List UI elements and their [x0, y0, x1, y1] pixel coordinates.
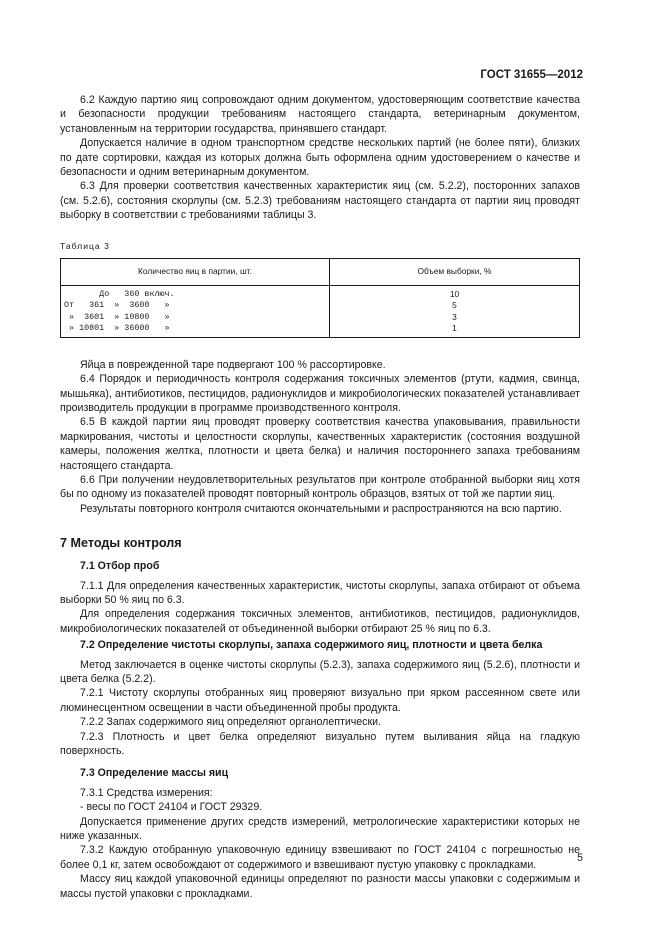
paragraph-6-6: 6.6 При получении неудовлетворительных результатов при контроле отобранной выборки яиц хотя бы по одному из показателей проводят повторный контроль образцов, взятых от той же партии яиц.: [60, 473, 580, 501]
table-row-value: 10: [449, 289, 460, 300]
table-row-value: 5: [452, 300, 457, 311]
table-caption: Таблица 3: [60, 240, 110, 251]
document-header: ГОСТ 31655—2012: [480, 69, 583, 81]
paragraph-7-2-1: 7.2.1 Чистоту скорлупы отобранных яиц проверяют визуально при ярком рассеянном свете или люминесцентном освещении в части объединенной пробы продукта.: [60, 687, 580, 714]
paragraph: Допускается наличие в одном транспортном средстве нескольких партий (не более пяти), близких по дате сортировки, каждая из которых должна быть оформлена одним удостоверением о качестве и безопасности и одним ветеринарным документом.: [60, 137, 580, 179]
paragraph-7-2-2: 7.2.2 Запах содержимого яиц определяют органолептически.: [80, 716, 381, 729]
section-7-title: 7 Методы контроля: [60, 536, 182, 551]
subsection-7-1-title: 7.1 Отбор проб: [80, 560, 160, 573]
paragraph: Массу яиц каждой упаковочной единицы определяют по разности массы упаковки с содержимым и массы пустой упаковки с прокладками.: [60, 873, 580, 900]
paragraph-7-3-1: 7.3.1 Средства измерения:: [80, 786, 213, 799]
table-cell-volumes: [330, 286, 580, 338]
table-header-sample-volume: Объем выборки, %: [330, 259, 580, 286]
paragraph: Метод заключается в оценке чистоты скорлупы (5.2.3), запаха содержимого яиц (5.2.6), плотности и цвета белка (5.2.2).: [60, 658, 580, 685]
paragraph: Яйца в поврежденной таре подвергают 100 % рассортировке.: [80, 358, 386, 371]
page-content: [60, 93, 580, 901]
paragraph: Результаты повторного контроля считаются окончательными и распространяются на всю партию.: [80, 502, 562, 515]
paragraph-6-2: 6.2 Каждую партию яиц сопровождают одним документом, удостоверяющим соответствие качества и безопасности продукции требованиям настоящего стандарта, ветеринарным документом, установленным на территории государства, принявшего стандарт.: [60, 94, 580, 135]
paragraph-6-5: 6.5 В каждой партии яиц проводят проверку соответствия качества упаковывания, правильности маркирования, чистоты и целостности скорлупы, качественных характеристик (состояния воздушной камеры, положения желтка, плотности и цвета белка) и наличия постороннего запаха требованиям настоящего стандарта.: [60, 416, 580, 472]
table-row-label: От 361 » 3600 »: [64, 300, 170, 311]
table-row-label: До 360 включ.: [64, 289, 175, 300]
paragraph-6-4: 6.4 Порядок и периодичность контроля содержания токсичных элементов (ртути, кадмия, свинца, мышьяка), антибиотиков, пестицидов, радионуклидов и микробиологических показателей устанавливает производитель продукции в программе производственного контроля.: [60, 373, 580, 414]
paragraph-7-1-1: 7.1.1 Для определения качественных характеристик, чистоты скорлупы, запаха отбирают от объема выборки 50 % яиц по 6.3.: [60, 579, 580, 606]
table-row-label: » 3601 » 10800 »: [64, 311, 170, 322]
paragraph-7-2-3: 7.2.3 Плотность и цвет белка определяют визуально путем выливания яйца на гладкую поверхность.: [60, 730, 580, 758]
subsection-7-2-title: 7.2 Определение чистоты скорлупы, запаха содержимого яиц, плотности и цвета белка: [80, 639, 543, 652]
paragraph: Допускается применение других средств измерений, метрологические характеристики которых не ниже указанных.: [60, 815, 580, 843]
paragraph: Для определения содержания токсичных элементов, антибиотиков, пестицидов, радионуклидов, микробиологических показателей от объединенной выборки отбирают 25 % яиц по 6.3.: [60, 608, 580, 635]
subsection-7-3-title: 7.3 Определение массы яиц: [80, 767, 229, 780]
table-row-value: 1: [452, 323, 457, 334]
table-cell-quantities: [61, 286, 330, 338]
table-header-quantity: Количество яиц в партии, шт.: [61, 259, 330, 286]
paragraph-7-3-2: 7.3.2 Каждую отобранную упаковочную единицу взвешивают по ГОСТ 24104 с погрешностью не более 0,1 кг, затем освобождают от содержимого и взвешивают пустую упаковку с прокладками.: [60, 844, 580, 871]
page-number: 5: [577, 852, 583, 864]
sample-size-table: [60, 258, 580, 338]
paragraph-6-3: 6.3 Для проверки соответствия качественных характеристик яиц (см. 5.2.2), посторонних запахов (см. 5.2.6), состояния скорлупы (см. 5.2.3) требованиям настоящего стандарта от партии яиц проводят выборку в соответствии с требованиями таблицы 3.: [60, 180, 580, 222]
list-item: - весы по ГОСТ 24104 и ГОСТ 29329.: [80, 801, 263, 814]
table-row-value: 3: [452, 311, 457, 322]
table-row-label: » 10801 » 36000 »: [64, 323, 170, 334]
